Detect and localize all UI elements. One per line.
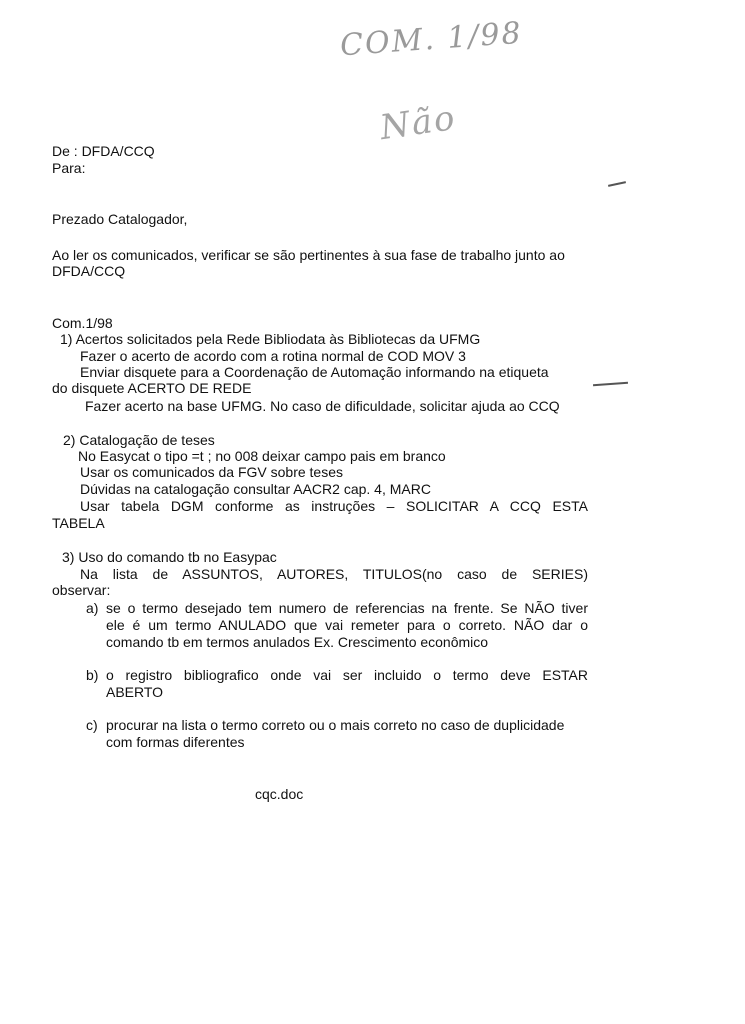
section-line: Fazer acerto na base UFMG. No caso de dificuldade, solicitar ajuda ao CCQ [85, 398, 560, 414]
margin-mark [593, 382, 628, 386]
list-item-line: procurar na lista o termo correto ou o mais correto no caso de duplicidade [106, 717, 565, 733]
intro-line: DFDA/CCQ [52, 263, 126, 279]
handwritten-reference: COM. 1/98 [339, 15, 524, 64]
communication-ref: Com.1/98 [52, 315, 113, 331]
section-line: TABELA [52, 515, 105, 531]
list-item-line: com formas diferentes [106, 734, 245, 750]
greeting: Prezado Catalogador, [52, 211, 188, 227]
section-line: do disquete ACERTO DE REDE [52, 380, 252, 396]
intro-line: Ao ler os comunicados, verificar se são pertinentes à sua fase de trabalho junto ao [52, 247, 565, 263]
margin-mark [608, 181, 626, 187]
list-item-line: se o termo desejado tem numero de referencias na frente. Se NÃO tiver [106, 600, 588, 616]
section-title: 3) Uso do comando tb no Easypac [62, 549, 277, 565]
section-title: 1) Acertos solicitados pela Rede Bibliodata às Bibliotecas da UFMG [60, 331, 481, 347]
list-marker: c) [86, 717, 98, 733]
list-item-line: o registro bibliografico onde vai ser incluido o termo deve ESTAR [106, 667, 588, 683]
to-line: Para: [52, 160, 86, 176]
section-title: 2) Catalogação de teses [63, 432, 215, 448]
footer-filename: cqc.doc [255, 786, 304, 802]
section-line: Usar os comunicados da FGV sobre teses [80, 464, 344, 480]
list-item-line: comando tb em termos anulados Ex. Crescimento econômico [106, 634, 489, 650]
section-line: observar: [52, 582, 111, 598]
section-line: Na lista de ASSUNTOS, AUTORES, TITULOS(no caso de SERIES) [80, 566, 588, 582]
list-item-line: ABERTO [106, 684, 164, 700]
section-line: No Easycat o tipo =t ; no 008 deixar campo pais em branco [78, 448, 446, 464]
section-line: Fazer o acerto de acordo com a rotina normal de COD MOV 3 [80, 348, 466, 364]
from-line: De : DFDA/CCQ [52, 143, 155, 159]
list-marker: b) [86, 667, 99, 683]
list-item-line: ele é um termo ANULADO que vai remeter para o correto. NÃO dar o [106, 617, 588, 633]
section-line: Enviar disquete para a Coordenação de Automação informando na etiqueta [80, 364, 549, 380]
list-marker: a) [86, 600, 99, 616]
section-line: Dúvidas na catalogação consultar AACR2 cap. 4, MARC [80, 481, 431, 497]
handwritten-no-note: Não [377, 97, 459, 149]
section-line: Usar tabela DGM conforme as instruções – SOLICITAR A CCQ ESTA [80, 498, 588, 514]
